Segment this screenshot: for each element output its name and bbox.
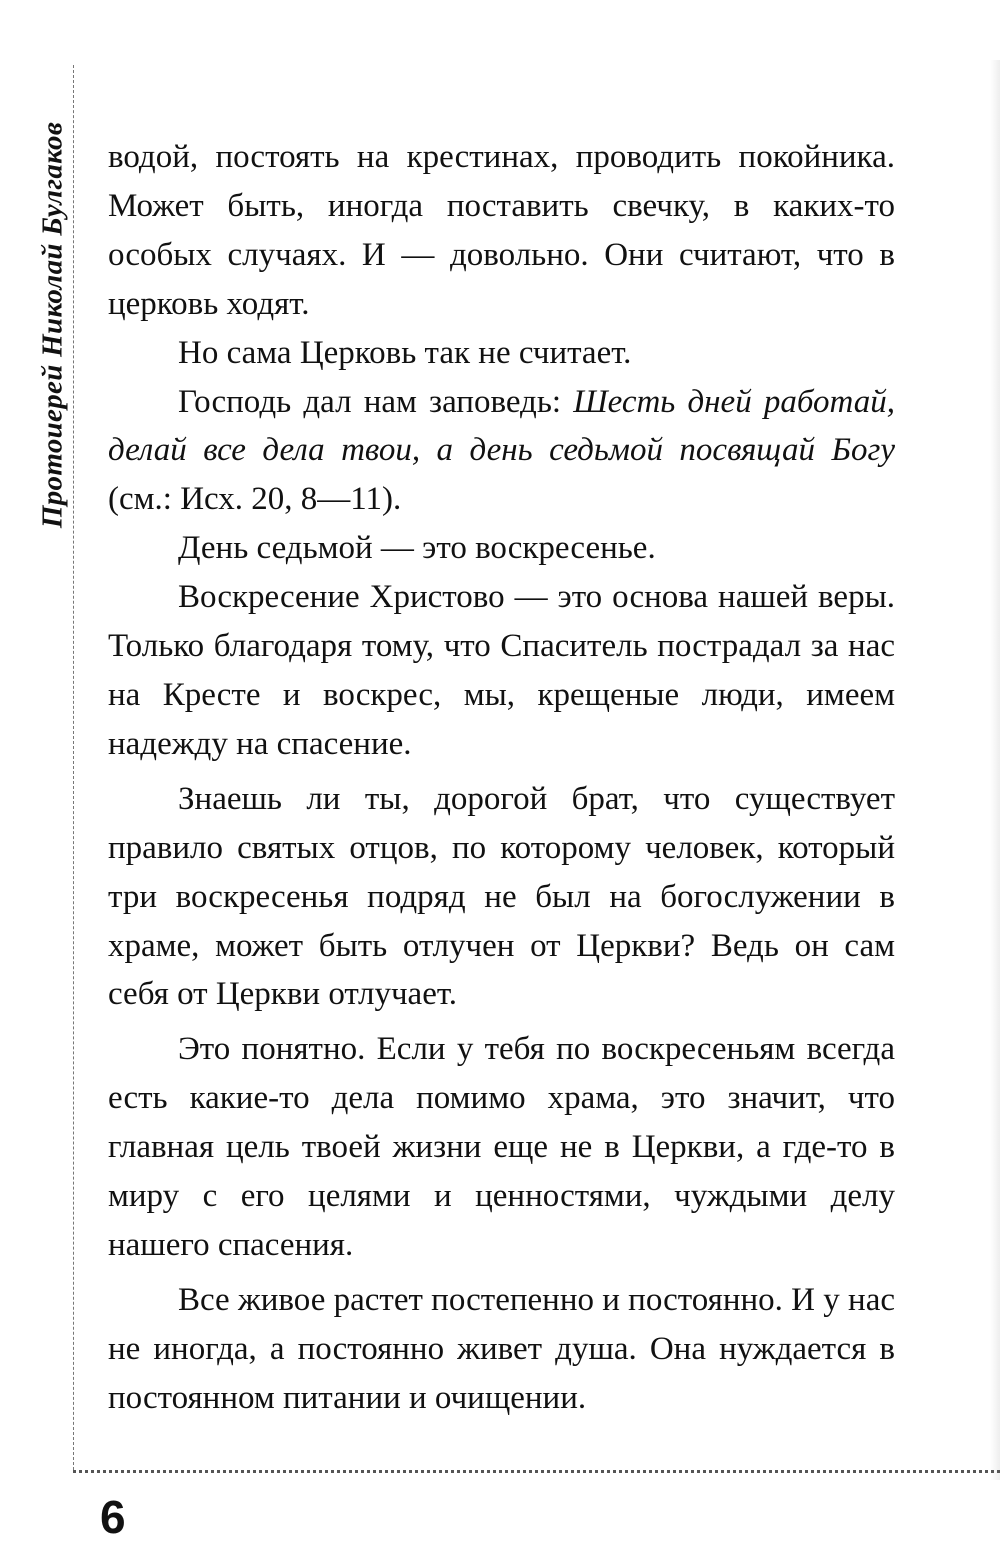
paragraph-1: водой, постоять на крестинах, проводить покойника. Может быть, иногда поставить свечку, в каких-то особых случаях. И — довольно. Они считают, что в церковь ходят. — [108, 139, 895, 322]
scripture-quote: Шесть дней работай, делай все дела твои, а день седьмой посвящай Богу — [108, 383, 895, 469]
paragraph-6: Знаешь ли ты, дорогой брат, что существует правило святых отцов, по которому человек, который три воскресенья подряд не был на богослужении в храме, может быть отлучен от Церкви? Ведь он сам себя от Церкви отлучает. — [108, 780, 895, 1013]
bottom-rule — [73, 1470, 1000, 1473]
paragraph-7: Это понятно. Если у тебя по воскресеньям всегда есть какие-то дела помимо храма, это значит, что главная цель твоей жизни еще не в Церкви, а где-то в миру с его целями и ценностями, чуждыми делу нашего спасения. — [108, 1031, 895, 1263]
paragraph-5: Воскресение Христово — это основа нашей веры. Только благодаря тому, что Спаситель пострадал за нас на Кресте и воскрес, мы, крещеные люди, имеем надежду на спасение. — [108, 579, 895, 762]
paragraph-8: Все живое растет постепенно и постоянно. И у нас не иногда, а постоянно живет душа. Она нуждается в постоянном питании и очищении. — [108, 1281, 895, 1416]
scripture-reference: (см.: Исх. 20, 8—11). — [108, 481, 402, 518]
paragraph-2: Но сама Церковь так не считает. — [178, 334, 632, 371]
paragraph-3-lead: Господь дал нам заповедь: — [178, 383, 574, 420]
body-text — [108, 133, 895, 1423]
running-header-vertical — [30, 100, 76, 550]
page-edge-shadow — [990, 60, 1000, 1480]
vertical-rule — [73, 65, 74, 1470]
paragraph-4: День седьмой — это воскресенье. — [178, 530, 656, 567]
page-number: 6 — [100, 1491, 126, 1543]
paragraph-3 — [108, 378, 895, 525]
author-title: Протоиерей Николай Булгаков — [36, 121, 69, 529]
